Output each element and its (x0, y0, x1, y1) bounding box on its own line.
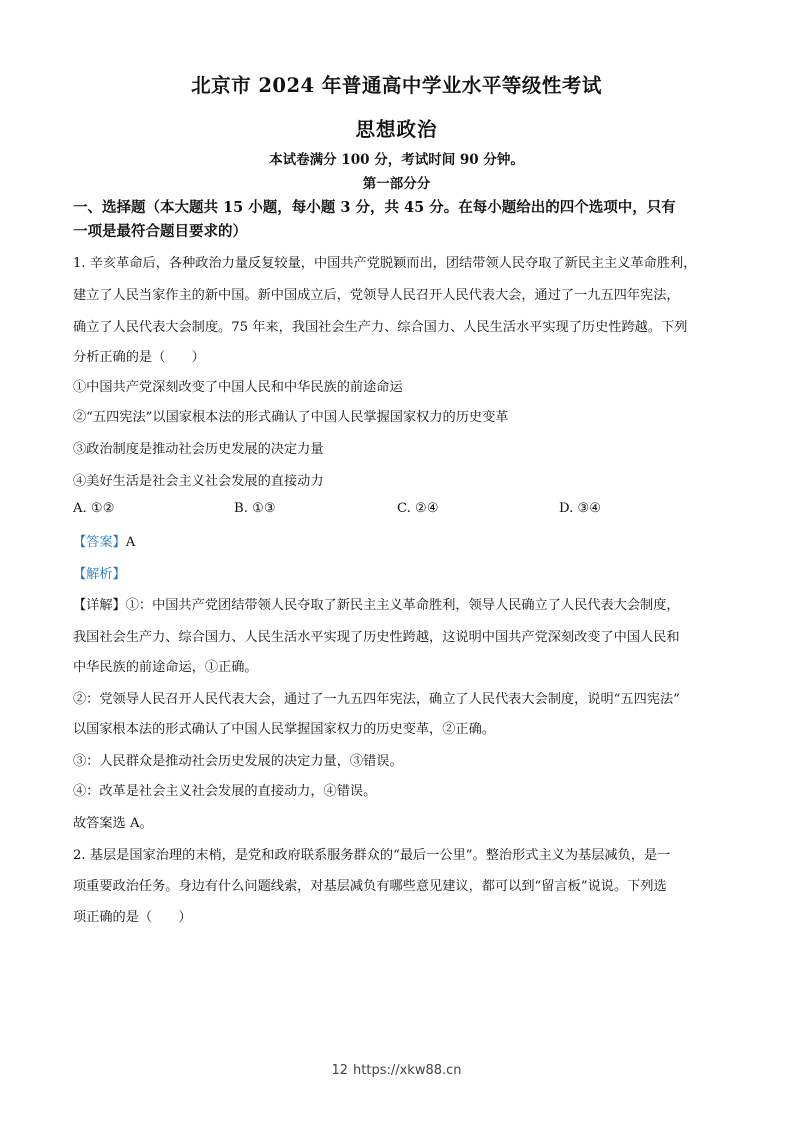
q1-statement: ③政治制度是推动社会历史发展的决定力量 (73, 442, 324, 457)
q1-detail-line: ②：党领导人民召开人民代表大会，通过了一九五四年宪法，确立了人民代表大会制度，说明“五四宪法” (73, 692, 680, 707)
q1-statement: ②“五四宪法”以国家根本法的形式确认了中国人民掌握国家权力的历史变革 (73, 410, 509, 425)
q1-answer (73, 531, 135, 550)
q1-statement: ④美好生活是社会主义社会发展的直接动力 (73, 474, 324, 489)
q1-detail-line (73, 594, 680, 613)
subject-title: 思想政治 (355, 118, 438, 141)
exam-title: 北京市 2024 年普通高中学业水平等级性考试 (191, 74, 602, 97)
part-title: 第一部分分 (362, 176, 431, 192)
section-heading-line-1: 一、选择题（本大题共 15 小题，每小题 3 分，共 45 分。在每小题给出的四个选项中，只有 (73, 199, 676, 216)
q1-stem-line: 1. 辛亥革命后，各种政治力量反复较量，中国共产党脱颖而出，团结带领人民夺取了新民主主义革命胜利， (73, 256, 697, 271)
page-number: 12 (331, 1063, 349, 1078)
q1-option-a: A. ①② (73, 501, 115, 516)
q1-stem-line: 建立了人民当家作主的新中国。新中国成立后，党领导人民召开人民代表大会，通过了一九五四年宪法， (73, 288, 680, 303)
q2-stem-line: 2. 基层是国家治理的末梢，是党和政府联系服务群众的“最后一公里”。整治形式主义为基层减负，是一 (73, 848, 671, 863)
q1-detail-line: ④：改革是社会主义社会发展的直接动力，④错误。 (73, 784, 377, 799)
q1-conclusion: 故答案选 A。 (73, 816, 153, 831)
q1-option-b: B. ①③ (234, 501, 276, 516)
q1-detail-line: 中华民族的前途命运，①正确。 (73, 660, 258, 675)
detail-text: ①：中国共产党团结带领人民夺取了新民主主义革命胜利，领导人民确立了人民代表大会制度， (125, 598, 680, 613)
answer-tag: 【答案】 (73, 535, 126, 550)
exam-info: 本试卷满分 100 分，考试时间 90 分钟。 (269, 152, 524, 168)
answer-value: A (125, 535, 136, 550)
footer-url: https://xkw88.cn (353, 1063, 462, 1078)
q1-option-c: C. ②④ (397, 501, 439, 516)
q1-detail-line: ③：人民群众是推动社会历史发展的决定力量，③错误。 (73, 754, 403, 769)
q1-statement: ①中国共产党深刻改变了中国人民和中华民族的前途命运 (73, 380, 403, 395)
q1-analysis (73, 563, 126, 582)
q1-stem-line: 分析正确的是（ ） (73, 350, 205, 365)
q1-stem-line: 确立了人民代表大会制度。75 年来，我国社会生产力、综合国力、人民生活水平实现了历史性跨越。下列 (73, 320, 688, 335)
detail-tag: 【详解】 (73, 598, 126, 613)
analysis-tag: 【解析】 (73, 567, 126, 582)
q2-stem-line: 项重要政治任务。身边有什么问题线索，对基层减负有哪些意见建议，都可以到“留言板”说说。下列选 (73, 879, 667, 894)
q1-detail-line: 我国社会生产力、综合国力、人民生活水平实现了历史性跨越，这说明中国共产党深刻改变了中国人民和 (73, 630, 680, 645)
q2-stem-line: 项正确的是（ ） (73, 910, 192, 925)
section-heading-line-2: 一项是最符合题目要求的） (73, 223, 247, 240)
q1-option-d: D. ③④ (559, 501, 602, 516)
q1-detail-line: 以国家根本法的形式确认了中国人民掌握国家权力的历史变革，②正确。 (73, 722, 495, 737)
page-footer (0, 1063, 793, 1078)
